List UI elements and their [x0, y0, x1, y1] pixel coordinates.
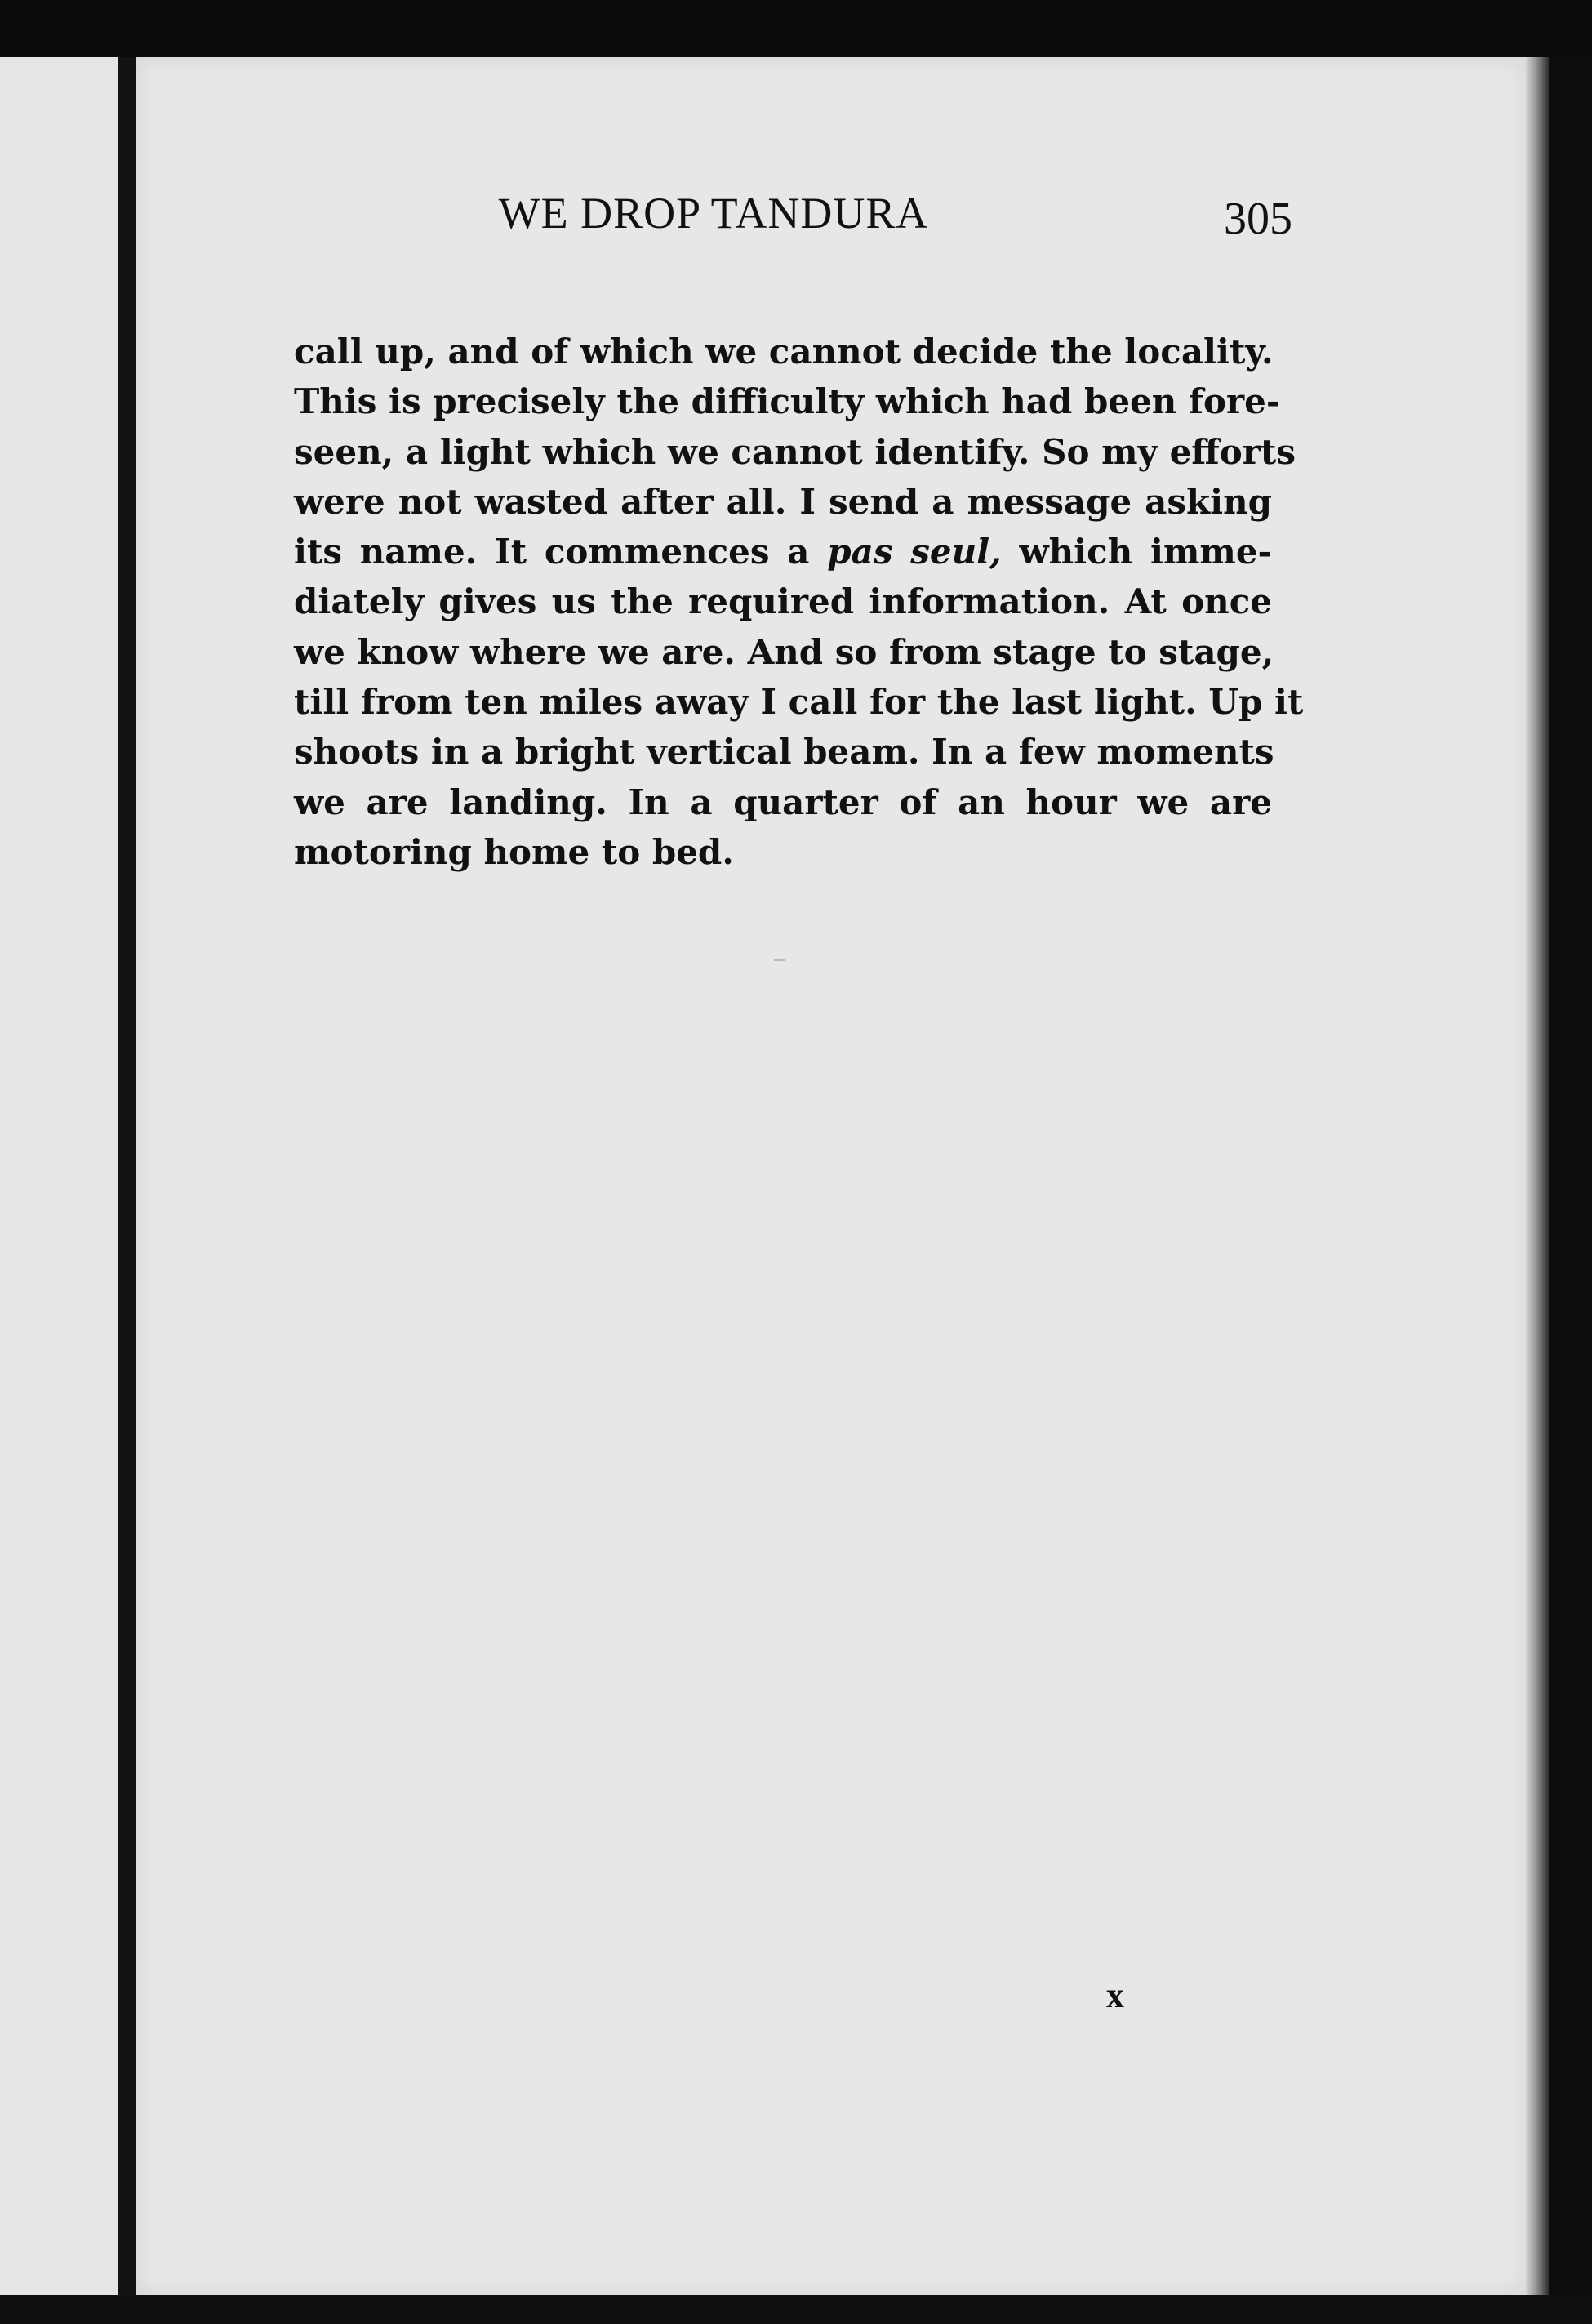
page-number: 305: [1224, 194, 1292, 244]
text-line: were not wasted after all. I send a message asking: [294, 481, 1272, 522]
scan-speck: [774, 959, 785, 961]
text-line: [294, 527, 1272, 577]
italic-phrase: pas seul,: [827, 532, 1002, 572]
scan-border-right: [1549, 57, 1592, 2295]
signature-mark: x: [1106, 1975, 1124, 2015]
text-line: This is precisely the difficulty which had been fore-: [294, 381, 1281, 422]
running-title: WE DROP TANDURA: [498, 189, 929, 238]
text-segment: which imme-: [1001, 532, 1272, 572]
text-line: diately gives us the required information. At once: [294, 581, 1272, 622]
text-line: we know where we are. And so from stage to stage,: [294, 631, 1274, 672]
body-paragraph: [294, 327, 1304, 877]
text-line: shoots in a bright vertical beam. In a few moments: [294, 732, 1274, 772]
running-head: [155, 188, 1292, 253]
text-line: motoring home to bed.: [294, 831, 734, 872]
text-line: till from ten miles away I call for the last light. Up it: [294, 682, 1304, 723]
text-segment: its name. It commences a: [294, 532, 828, 572]
scan-border-bottom: [0, 2295, 1592, 2324]
page-fore-edge: [1526, 57, 1549, 2295]
text-line: we are landing. In a quarter of an hour we are: [294, 781, 1272, 822]
facing-page-edge: [0, 57, 136, 2295]
text-line: seen, a light which we cannot identify. So my efforts: [294, 431, 1296, 472]
text-line: call up, and of which we cannot decide the locality.: [294, 332, 1274, 372]
